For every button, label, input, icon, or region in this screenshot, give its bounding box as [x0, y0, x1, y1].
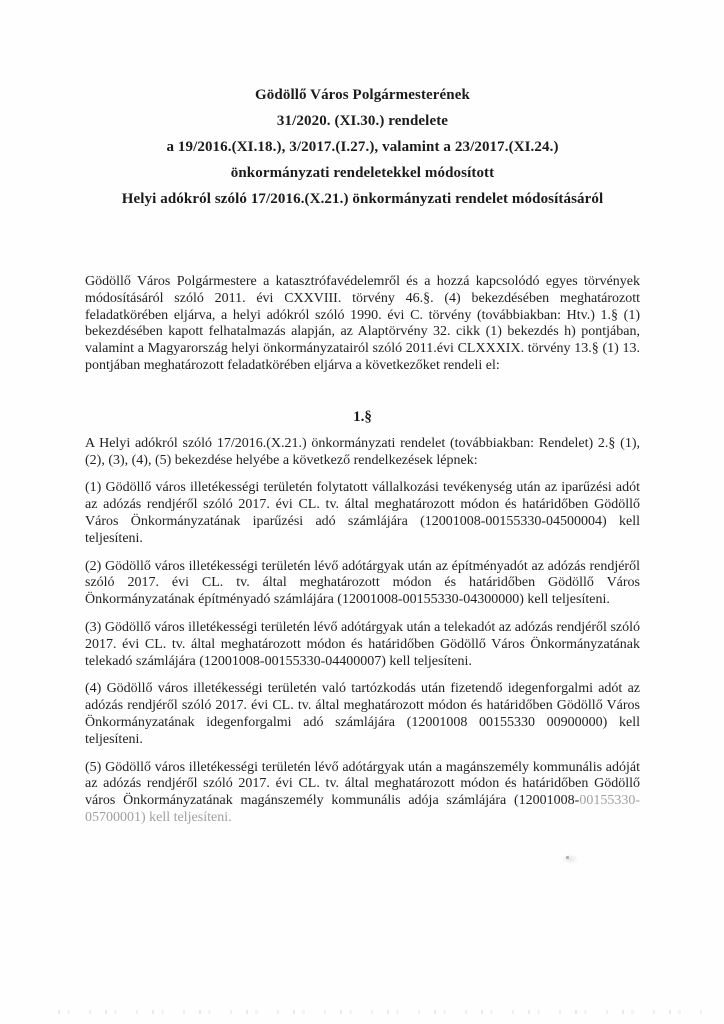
document-title-line-1: Gödöllő Város Polgármesterének	[255, 87, 470, 103]
provision-text: (5) Gödöllő város illetékességi területén lévő adótárgyak után a magánszemély kommunális adóját az adózás rendjéről szóló 2017. évi CL. tv. által meghatározott módon és határidőben Gödöllő város Önkormányzatának magánszemély kommunális adója számlájára (12001008-	[85, 759, 640, 809]
provision-paragraph-2	[85, 559, 640, 609]
document-title-line-2: 31/2020. (XI.30.) rendelete	[276, 113, 449, 129]
preamble-paragraph: Gödöllő Város Polgármestere a katasztrófavédelemről és a hozzá kapcsolódó egyes törvények módosításáról szóló 2011. évi CXXVIII. törvény 46.§. (4) bekezdésében meghatározott feladatkörében eljárva, a helyi adókról szóló 1990. évi C. törvény (továbbiakban: Htv.) 1.§ (1) bekezdésében kapott felhatalmazás alapján, az Alaptörvény 32. cikk (1) bekezdés h) pontjában, valamint a Magyarország helyi önkormányzatairól szóló 2011.évi CLXXXIX. törvény 13.§ (1) 13. pontjában meghatározott feladatkörében eljárva a következőket rendeli el:	[85, 274, 640, 373]
scan-artifact-speck	[566, 856, 569, 859]
provision-text: (2) Gödöllő város illetékességi területén lévő adótárgyak után az építményadót az adózás rendjéről szóló 2017. évi CL. tv. által meghatározott módon és határidőben Gödöllő Város Önkormányzatának építményadó számlájára (12001008-00155330-04300000) kell teljesíteni.	[85, 558, 640, 608]
document-title-line-4: önkormányzati rendeletekkel módosított	[230, 165, 495, 181]
provision-paragraph-5	[85, 760, 640, 827]
provision-text: (4) Gödöllő város illetékességi területén való tartózkodás után fizetendő idegenforgalmi adót az adózás rendjéről szóló 2017. évi CL. tv. által meghatározott módon és határidőben Gödöllő Város Önkormányzatának idegenforgalmi adó számlájára (12001008 00155330 00900000) kell teljesíteni.	[85, 681, 640, 747]
scan-noise-line	[58, 1010, 706, 1014]
provision-paragraph-4	[85, 681, 640, 748]
provision-paragraph-1	[85, 480, 640, 547]
provision-paragraph-3	[85, 620, 640, 670]
section-lead-paragraph: A Helyi adókról szóló 17/2016.(X.21.) önkormányzati rendelet (továbbiakban: Rendelet) 2.§ (1), (2), (3), (4), (5) bekezdése helyébe a következő rendelkezések lépnek:	[85, 435, 640, 468]
document-title-block	[85, 82, 640, 212]
provision-text-faded: 00155330-05700001) kell teljesíteni.	[85, 793, 640, 825]
document-title-line-5: Helyi adókról szóló 17/2016.(X.21.) önkormányzati rendelet módosításáról	[121, 191, 604, 207]
provision-text: (1) Gödöllő város illetékességi területén folytatott vállalkozási tevékenység után az iparűzési adót az adózás rendjéről szóló 2017. évi CL. tv. által meghatározott módon és határidőben Gödöllő Város Önkormányzatának iparűzési adó számlájára (12001008-00155330-04500004) kell teljesíteni.	[85, 480, 640, 546]
document-title-line-3: a 19/2016.(XI.18.), 3/2017.(I.27.), valamint a 23/2017.(XI.24.)	[166, 139, 559, 155]
scan-artifact-halo	[558, 852, 582, 866]
provision-text: (3) Gödöllő város illetékességi területén lévő adótárgyak után a telekadót az adózás rendjéről szóló 2017. évi CL. tv. által meghatározott módon és határidőben Gödöllő Város Önkormányzatának telekadó számlájára (12001008-00155330-04400007) kell teljesíteni.	[85, 619, 640, 669]
section-heading: 1.§	[353, 408, 372, 425]
